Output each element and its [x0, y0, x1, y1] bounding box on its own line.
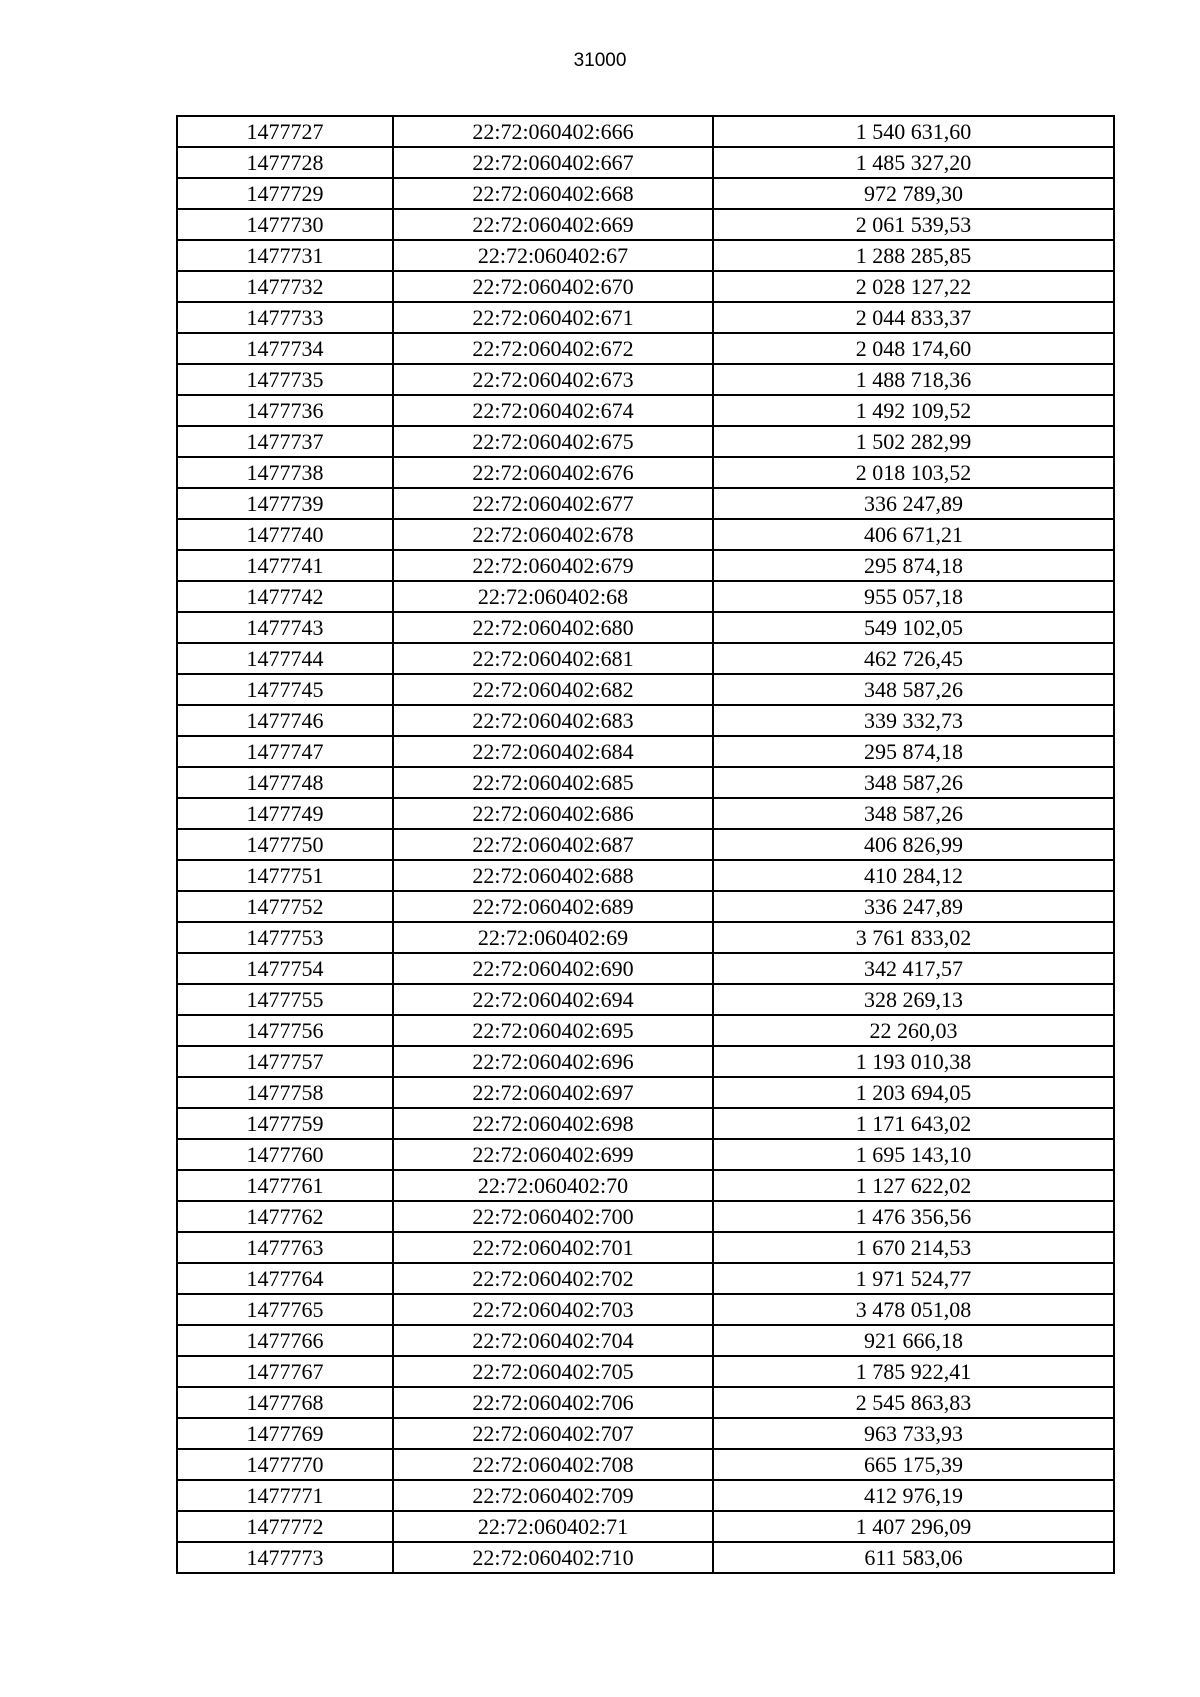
row-number-cell: 1477745 [177, 674, 393, 705]
cadastral-value-cell: 1 476 356,56 [713, 1201, 1114, 1232]
row-number-cell: 1477757 [177, 1046, 393, 1077]
cadastral-value-cell: 1 127 622,02 [713, 1170, 1114, 1201]
cadastral-value-cell: 406 671,21 [713, 519, 1114, 550]
cadastral-number-cell: 22:72:060402:676 [393, 457, 713, 488]
table-row [177, 581, 1114, 612]
cadastral-number-cell: 22:72:060402:685 [393, 767, 713, 798]
cadastral-value-table [176, 115, 1115, 1574]
cadastral-number-cell: 22:72:060402:683 [393, 705, 713, 736]
row-number-cell: 1477770 [177, 1449, 393, 1480]
table-row [177, 1449, 1114, 1480]
cadastral-value-cell: 1 193 010,38 [713, 1046, 1114, 1077]
page-number: 31000 [573, 50, 627, 71]
cadastral-value-cell: 22 260,03 [713, 1015, 1114, 1046]
table-row [177, 1480, 1114, 1511]
table-row [177, 674, 1114, 705]
cadastral-number-cell: 22:72:060402:668 [393, 178, 713, 209]
table-row [177, 1263, 1114, 1294]
row-number-cell: 1477747 [177, 736, 393, 767]
row-number-cell: 1477755 [177, 984, 393, 1015]
cadastral-number-cell: 22:72:060402:69 [393, 922, 713, 953]
table-row [177, 1387, 1114, 1418]
row-number-cell: 1477741 [177, 550, 393, 581]
cadastral-number-cell: 22:72:060402:707 [393, 1418, 713, 1449]
table-row [177, 1139, 1114, 1170]
cadastral-value-cell: 1 288 285,85 [713, 240, 1114, 271]
table-row [177, 519, 1114, 550]
table-row [177, 364, 1114, 395]
table-row [177, 891, 1114, 922]
cadastral-value-cell: 336 247,89 [713, 891, 1114, 922]
table-row [177, 612, 1114, 643]
cadastral-number-cell: 22:72:060402:698 [393, 1108, 713, 1139]
cadastral-number-cell: 22:72:060402:684 [393, 736, 713, 767]
row-number-cell: 1477729 [177, 178, 393, 209]
cadastral-value-cell: 1 785 922,41 [713, 1356, 1114, 1387]
table-row [177, 829, 1114, 860]
table-row [177, 1108, 1114, 1139]
table-row [177, 1077, 1114, 1108]
cadastral-number-cell: 22:72:060402:681 [393, 643, 713, 674]
row-number-cell: 1477764 [177, 1263, 393, 1294]
table-row [177, 426, 1114, 457]
table-row [177, 550, 1114, 581]
cadastral-value-cell: 406 826,99 [713, 829, 1114, 860]
row-number-cell: 1477773 [177, 1542, 393, 1573]
cadastral-number-cell: 22:72:060402:71 [393, 1511, 713, 1542]
table-row [177, 953, 1114, 984]
cadastral-value-cell: 348 587,26 [713, 767, 1114, 798]
row-number-cell: 1477744 [177, 643, 393, 674]
cadastral-number-cell: 22:72:060402:674 [393, 395, 713, 426]
table-row [177, 736, 1114, 767]
row-number-cell: 1477769 [177, 1418, 393, 1449]
row-number-cell: 1477746 [177, 705, 393, 736]
row-number-cell: 1477754 [177, 953, 393, 984]
cadastral-number-cell: 22:72:060402:670 [393, 271, 713, 302]
row-number-cell: 1477727 [177, 116, 393, 147]
cadastral-number-cell: 22:72:060402:710 [393, 1542, 713, 1573]
cadastral-number-cell: 22:72:060402:68 [393, 581, 713, 612]
cadastral-value-cell: 2 061 539,53 [713, 209, 1114, 240]
row-number-cell: 1477748 [177, 767, 393, 798]
cadastral-value-cell: 611 583,06 [713, 1542, 1114, 1573]
table-row [177, 767, 1114, 798]
row-number-cell: 1477771 [177, 1480, 393, 1511]
table-row [177, 1511, 1114, 1542]
cadastral-number-cell: 22:72:060402:680 [393, 612, 713, 643]
cadastral-number-cell: 22:72:060402:678 [393, 519, 713, 550]
cadastral-number-cell: 22:72:060402:706 [393, 1387, 713, 1418]
table-row [177, 457, 1114, 488]
table-row [177, 922, 1114, 953]
table-row [177, 1015, 1114, 1046]
table-row [177, 147, 1114, 178]
row-number-cell: 1477761 [177, 1170, 393, 1201]
table-row [177, 798, 1114, 829]
cadastral-number-cell: 22:72:060402:686 [393, 798, 713, 829]
row-number-cell: 1477737 [177, 426, 393, 457]
cadastral-value-cell: 339 332,73 [713, 705, 1114, 736]
row-number-cell: 1477762 [177, 1201, 393, 1232]
row-number-cell: 1477751 [177, 860, 393, 891]
row-number-cell: 1477756 [177, 1015, 393, 1046]
table-row [177, 1170, 1114, 1201]
cadastral-value-cell: 1 203 694,05 [713, 1077, 1114, 1108]
row-number-cell: 1477767 [177, 1356, 393, 1387]
table-row [177, 116, 1114, 147]
cadastral-value-cell: 1 407 296,09 [713, 1511, 1114, 1542]
cadastral-number-cell: 22:72:060402:688 [393, 860, 713, 891]
cadastral-value-cell: 295 874,18 [713, 550, 1114, 581]
table-row [177, 240, 1114, 271]
cadastral-number-cell: 22:72:060402:666 [393, 116, 713, 147]
table-row [177, 1046, 1114, 1077]
table-row [177, 271, 1114, 302]
table-row [177, 1201, 1114, 1232]
cadastral-number-cell: 22:72:060402:702 [393, 1263, 713, 1294]
cadastral-number-cell: 22:72:060402:675 [393, 426, 713, 457]
cadastral-number-cell: 22:72:060402:671 [393, 302, 713, 333]
cadastral-number-cell: 22:72:060402:677 [393, 488, 713, 519]
row-number-cell: 1477760 [177, 1139, 393, 1170]
row-number-cell: 1477735 [177, 364, 393, 395]
cadastral-value-cell: 3 478 051,08 [713, 1294, 1114, 1325]
row-number-cell: 1477728 [177, 147, 393, 178]
cadastral-value-cell: 295 874,18 [713, 736, 1114, 767]
table-row [177, 333, 1114, 364]
cadastral-value-cell: 1 502 282,99 [713, 426, 1114, 457]
row-number-cell: 1477750 [177, 829, 393, 860]
table-row [177, 209, 1114, 240]
row-number-cell: 1477753 [177, 922, 393, 953]
cadastral-number-cell: 22:72:060402:704 [393, 1325, 713, 1356]
table-row [177, 395, 1114, 426]
cadastral-value-cell: 955 057,18 [713, 581, 1114, 612]
cadastral-value-cell: 328 269,13 [713, 984, 1114, 1015]
cadastral-value-cell: 972 789,30 [713, 178, 1114, 209]
cadastral-number-cell: 22:72:060402:708 [393, 1449, 713, 1480]
cadastral-value-cell: 921 666,18 [713, 1325, 1114, 1356]
cadastral-value-cell: 1 485 327,20 [713, 147, 1114, 178]
table-row [177, 1418, 1114, 1449]
cadastral-number-cell: 22:72:060402:682 [393, 674, 713, 705]
cadastral-value-cell: 410 284,12 [713, 860, 1114, 891]
cadastral-number-cell: 22:72:060402:694 [393, 984, 713, 1015]
table-row [177, 1542, 1114, 1573]
table-row [177, 643, 1114, 674]
table-row [177, 705, 1114, 736]
cadastral-value-cell: 1 540 631,60 [713, 116, 1114, 147]
cadastral-number-cell: 22:72:060402:689 [393, 891, 713, 922]
cadastral-value-cell: 3 761 833,02 [713, 922, 1114, 953]
cadastral-value-cell: 462 726,45 [713, 643, 1114, 674]
cadastral-number-cell: 22:72:060402:687 [393, 829, 713, 860]
cadastral-number-cell: 22:72:060402:667 [393, 147, 713, 178]
table-row [177, 1294, 1114, 1325]
cadastral-number-cell: 22:72:060402:705 [393, 1356, 713, 1387]
cadastral-value-cell: 1 971 524,77 [713, 1263, 1114, 1294]
cadastral-value-cell: 348 587,26 [713, 798, 1114, 829]
cadastral-number-cell: 22:72:060402:696 [393, 1046, 713, 1077]
row-number-cell: 1477765 [177, 1294, 393, 1325]
table-row [177, 178, 1114, 209]
row-number-cell: 1477766 [177, 1325, 393, 1356]
cadastral-value-cell: 2 028 127,22 [713, 271, 1114, 302]
cadastral-value-cell: 348 587,26 [713, 674, 1114, 705]
row-number-cell: 1477772 [177, 1511, 393, 1542]
cadastral-number-cell: 22:72:060402:695 [393, 1015, 713, 1046]
cadastral-number-cell: 22:72:060402:709 [393, 1480, 713, 1511]
cadastral-value-cell: 1 492 109,52 [713, 395, 1114, 426]
table-row [177, 302, 1114, 333]
cadastral-number-cell: 22:72:060402:690 [393, 953, 713, 984]
cadastral-number-cell: 22:72:060402:700 [393, 1201, 713, 1232]
table-row [177, 488, 1114, 519]
cadastral-value-cell: 2 018 103,52 [713, 457, 1114, 488]
table-row [177, 984, 1114, 1015]
table-row [177, 1356, 1114, 1387]
cadastral-number-cell: 22:72:060402:701 [393, 1232, 713, 1263]
table-row [177, 1232, 1114, 1263]
table-row [177, 1325, 1114, 1356]
row-number-cell: 1477736 [177, 395, 393, 426]
row-number-cell: 1477730 [177, 209, 393, 240]
row-number-cell: 1477758 [177, 1077, 393, 1108]
cadastral-number-cell: 22:72:060402:697 [393, 1077, 713, 1108]
row-number-cell: 1477738 [177, 457, 393, 488]
row-number-cell: 1477732 [177, 271, 393, 302]
cadastral-value-cell: 665 175,39 [713, 1449, 1114, 1480]
cadastral-value-cell: 1 695 143,10 [713, 1139, 1114, 1170]
cadastral-value-cell: 549 102,05 [713, 612, 1114, 643]
cadastral-number-cell: 22:72:060402:703 [393, 1294, 713, 1325]
row-number-cell: 1477752 [177, 891, 393, 922]
cadastral-number-cell: 22:72:060402:673 [393, 364, 713, 395]
cadastral-value-cell: 412 976,19 [713, 1480, 1114, 1511]
cadastral-value-cell: 342 417,57 [713, 953, 1114, 984]
row-number-cell: 1477740 [177, 519, 393, 550]
cadastral-value-cell: 1 171 643,02 [713, 1108, 1114, 1139]
row-number-cell: 1477734 [177, 333, 393, 364]
cadastral-value-cell: 963 733,93 [713, 1418, 1114, 1449]
row-number-cell: 1477749 [177, 798, 393, 829]
cadastral-number-cell: 22:72:060402:669 [393, 209, 713, 240]
table-body [177, 116, 1114, 1573]
cadastral-value-cell: 2 044 833,37 [713, 302, 1114, 333]
cadastral-value-cell: 2 545 863,83 [713, 1387, 1114, 1418]
row-number-cell: 1477759 [177, 1108, 393, 1139]
cadastral-number-cell: 22:72:060402:70 [393, 1170, 713, 1201]
cadastral-value-cell: 1 488 718,36 [713, 364, 1114, 395]
row-number-cell: 1477742 [177, 581, 393, 612]
table-row [177, 860, 1114, 891]
cadastral-number-cell: 22:72:060402:699 [393, 1139, 713, 1170]
cadastral-value-cell: 1 670 214,53 [713, 1232, 1114, 1263]
cadastral-number-cell: 22:72:060402:679 [393, 550, 713, 581]
row-number-cell: 1477743 [177, 612, 393, 643]
cadastral-value-cell: 336 247,89 [713, 488, 1114, 519]
cadastral-number-cell: 22:72:060402:672 [393, 333, 713, 364]
row-number-cell: 1477731 [177, 240, 393, 271]
row-number-cell: 1477733 [177, 302, 393, 333]
cadastral-value-cell: 2 048 174,60 [713, 333, 1114, 364]
cadastral-number-cell: 22:72:060402:67 [393, 240, 713, 271]
row-number-cell: 1477763 [177, 1232, 393, 1263]
row-number-cell: 1477768 [177, 1387, 393, 1418]
row-number-cell: 1477739 [177, 488, 393, 519]
